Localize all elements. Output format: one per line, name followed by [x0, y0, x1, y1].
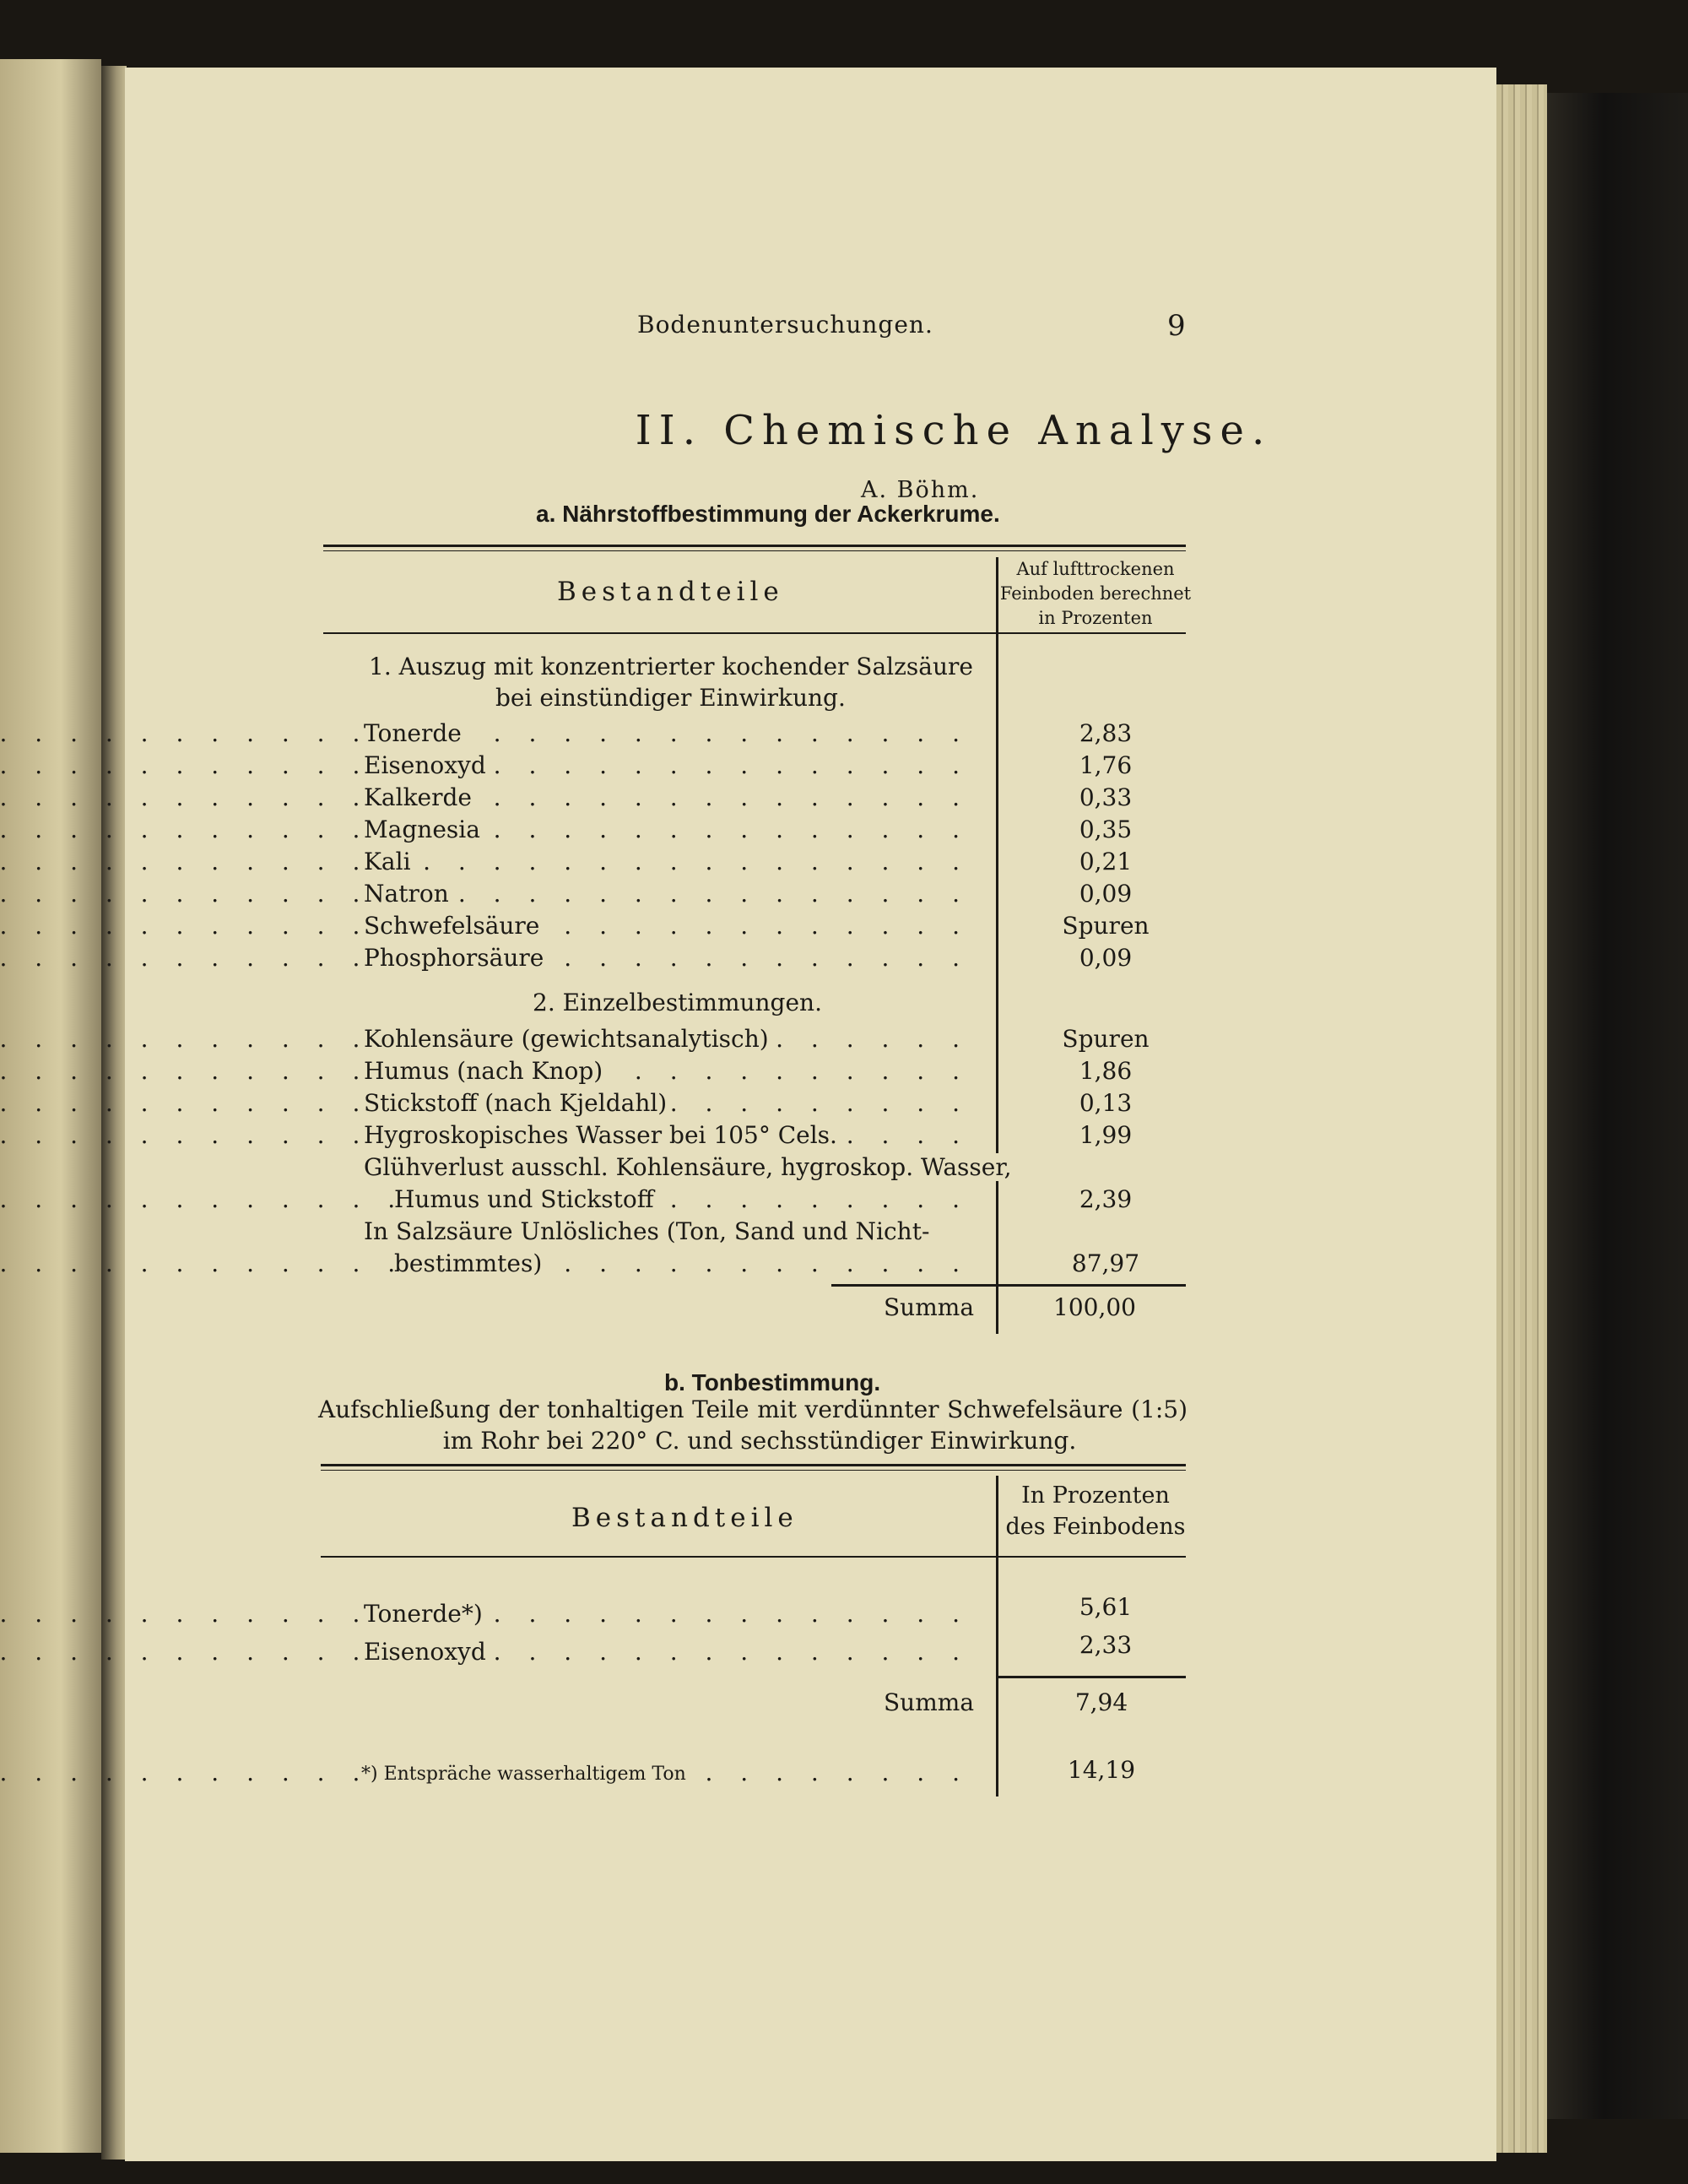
table-b-top-rule-thin — [321, 1470, 1186, 1471]
table-row: Glühverlust ausschl. Kohlensäure, hygroskop. Wasser, — [364, 1153, 970, 1185]
section-b-description-line-2: im Rohr bei 220° C. und sechsstündiger Einwirkung. — [442, 1427, 1077, 1455]
section-b-description-line-1: Aufschließung der tonhaltigen Teile mit verdünnter Schwefelsäure (1:5) — [318, 1395, 1188, 1423]
table-row: . . . Phosphorsäure — [364, 944, 970, 976]
table-value: 5,61 — [1079, 1593, 1133, 1621]
footnote-value: 14,19 — [1067, 1756, 1136, 1784]
sum-value: 7,94 — [1074, 1688, 1128, 1716]
table-a-top-rule-thin — [323, 550, 1186, 551]
table-value: 0,33 — [1079, 783, 1133, 811]
table-row: . . . Hygroskopisches Wasser bei 105° Cels. — [364, 1121, 970, 1153]
table-value: 0,09 — [1079, 880, 1133, 908]
sum-value: 100,00 — [1053, 1293, 1136, 1321]
section-title: II. Chemische Analyse. — [635, 407, 1273, 454]
table-row: . . . Schwefelsäure — [364, 912, 970, 944]
table-value: 0,21 — [1079, 848, 1133, 875]
section-b-heading: b. Tonbestimmung. — [664, 1369, 881, 1395]
running-head: Bodenuntersuchungen. — [637, 311, 933, 339]
author: A. Böhm. — [861, 477, 980, 503]
table-a-column-header-left: Bestandteile — [557, 577, 784, 607]
table-value: 0,13 — [1079, 1089, 1133, 1117]
table-row: . . . Eisenoxyd — [364, 1638, 970, 1670]
table-a-header-rule — [323, 632, 1186, 634]
table-value: 2,39 — [1079, 1185, 1133, 1213]
page-number: 9 — [1167, 309, 1186, 343]
table-row: . . . Magnesia — [364, 816, 970, 848]
table-value: Spuren — [1062, 912, 1150, 940]
table-row: . . . Tonerde — [364, 719, 970, 751]
table-row: . . . Natron — [364, 880, 970, 912]
table-row: . . . Stickstoff (nach Kjeldahl) — [364, 1089, 970, 1121]
table-value: 1,76 — [1079, 751, 1133, 779]
table-value: Spuren — [1062, 1025, 1150, 1053]
table-a-sum-rule — [831, 1284, 1186, 1287]
table-row: . . . Eisenoxyd — [364, 751, 970, 783]
table-row: In Salzsäure Unlösliches (Ton, Sand und Nicht- — [364, 1217, 970, 1249]
section-a-heading: a. Nährstoffbestimmung der Ackerkrume. — [536, 501, 1000, 527]
table-row: . . . Kali — [364, 848, 970, 880]
table-value: 2,83 — [1079, 719, 1133, 747]
table-row: . . . Tonerde*) — [364, 1600, 970, 1632]
sum-label: Summa — [884, 1688, 975, 1716]
table-a-column-header-right: Auf lufttrockenen Feinboden berechnet in Prozenten — [999, 559, 1192, 628]
table-row: . . . Kohlensäure (gewichtsanalytisch) — [364, 1025, 970, 1057]
sum-label: Summa — [884, 1293, 975, 1321]
table-value: 0,35 — [1079, 816, 1133, 843]
table-value: 1,86 — [1079, 1057, 1133, 1085]
group-1-heading: 1. Auszug mit konzentrierter kochender Salzsäure — [369, 653, 973, 680]
table-value: 87,97 — [1071, 1249, 1140, 1277]
table-b-column-header-left: Bestandteile — [571, 1503, 798, 1533]
group-2-heading: 2. Einzelbestimmungen. — [533, 989, 822, 1016]
table-row: . . . Humus und Stickstoff — [394, 1185, 970, 1217]
table-b-top-rule — [321, 1464, 1186, 1466]
footnote: . . . *) Entspräche wasserhaltigem Ton — [361, 1764, 970, 1796]
page-edges — [1496, 84, 1547, 2153]
table-b-column-header-right: In Prozenten des Feinbodens — [1005, 1482, 1186, 1540]
group-1-subheading: bei einstündiger Einwirkung. — [495, 684, 846, 712]
table-value: 1,99 — [1079, 1121, 1133, 1149]
table-a-column-divider — [996, 557, 998, 1334]
table-row: . . . bestimmtes) — [394, 1249, 970, 1282]
table-row: . . . Kalkerde — [364, 783, 970, 816]
table-value: 2,33 — [1079, 1631, 1133, 1659]
table-b-sum-rule — [996, 1676, 1186, 1678]
table-a-top-rule — [323, 545, 1186, 547]
table-value: 0,09 — [1079, 944, 1133, 972]
table-row: . . . Humus (nach Knop) — [364, 1057, 970, 1089]
table-b-header-rule — [321, 1556, 1186, 1558]
book-binding — [1547, 93, 1688, 2119]
